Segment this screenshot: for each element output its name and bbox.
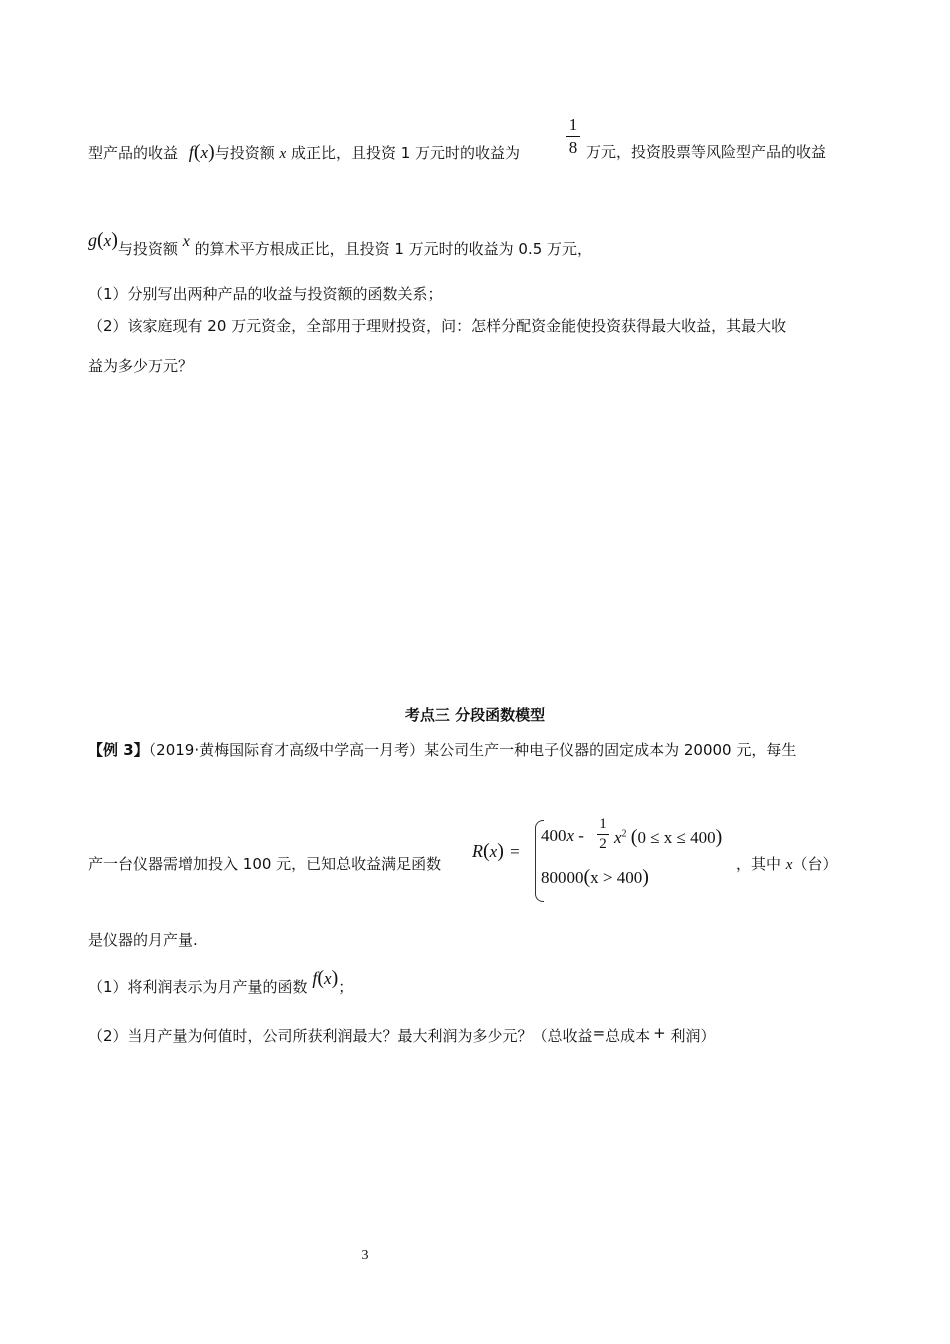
denominator: 8 <box>568 138 578 157</box>
example3-line3: 是仪器的月产量. <box>88 931 198 949</box>
text: 利润） <box>665 1027 716 1045</box>
piece-2 <box>541 866 649 889</box>
text: 万元，投资股票等风险型产品的收益 <box>586 143 827 161</box>
text: ； <box>338 978 354 996</box>
fraction-one-eighth <box>566 115 580 158</box>
text: 总成本 <box>605 1027 651 1045</box>
exponent: 2 <box>621 828 627 840</box>
constant: 80000 <box>541 868 584 887</box>
text: （2）当月产量为何值时，公司所获利润最大？最大利润为多少元？（总收益 <box>88 1027 593 1045</box>
paren-open: ( <box>193 141 201 163</box>
page-number: 3 <box>361 1248 369 1263</box>
para1-line2 <box>88 229 593 258</box>
example3-line1 <box>88 740 796 760</box>
paren-open: ( <box>317 967 325 989</box>
example3-line2 <box>88 854 441 874</box>
plus-sign: + <box>653 1024 666 1042</box>
text: ，其中 <box>736 855 782 873</box>
x-symbol: x <box>785 857 793 873</box>
section-heading: 考点三 分段函数模型 <box>404 706 546 724</box>
para1-line1 <box>88 142 520 164</box>
x-symbol: x <box>103 231 112 250</box>
text: 成正比，且投资 1 万元时的收益为 <box>290 144 521 162</box>
R-symbol: R <box>472 841 483 861</box>
question-2-line2: 益为多少万元？ <box>88 357 194 375</box>
para1-line1-suffix <box>586 142 826 162</box>
x-symbol: x <box>489 842 498 861</box>
f-symbol: f <box>312 968 318 988</box>
text: 的算术平方根成正比，且投资 1 万元时的收益为 0.5 万元， <box>194 240 593 258</box>
unit: （台） <box>792 855 838 873</box>
paren-close: ) <box>111 229 118 251</box>
g-symbol: g <box>88 230 97 250</box>
paren-close: ) <box>642 866 649 888</box>
paren-open: ( <box>583 866 591 888</box>
paren-close: ) <box>715 826 723 848</box>
paren-close: ) <box>331 967 339 989</box>
example3-question-2 <box>88 1026 716 1046</box>
text: （1）将利润表示为月产量的函数 <box>88 978 308 996</box>
x-symbol: x <box>566 826 575 845</box>
paren-open: ( <box>630 826 638 848</box>
question-1: （1）分别写出两种产品的收益与投资额的函数关系； <box>88 285 443 303</box>
piece-1-cont <box>614 826 722 849</box>
minus-sign: - <box>578 826 584 845</box>
paren-open: ( <box>483 840 490 862</box>
example-tag: 【例 3】 <box>88 741 149 759</box>
x-symbol: x <box>182 233 190 250</box>
x-symbol: x <box>324 969 332 988</box>
denominator: 2 <box>599 836 607 852</box>
f-symbol: f <box>188 142 194 162</box>
question-2-line1: （2）该家庭现有 20 万元资金，全部用于理财投资，问：怎样分配资金能使投资获得最大收益，其最大收 <box>88 317 787 335</box>
numerator: 1 <box>568 115 578 134</box>
paren-open: ( <box>97 229 104 251</box>
equals-sign: = <box>510 842 520 861</box>
paren-close: ) <box>497 840 504 862</box>
text: 型产品的收益 <box>88 144 179 162</box>
condition: 0 ≤ x ≤ 400 <box>637 828 716 847</box>
coefficient: 400 <box>541 826 567 845</box>
R-function-label <box>472 840 520 863</box>
text: （2019·黄梅国际育才高级中学高一月考）某公司生产一种电子仪器的固定成本为 20000 元，每生 <box>148 741 797 759</box>
condition: x > 400 <box>590 868 643 887</box>
text: 产一台仪器需增加投入 100 元，已知总收益满足函数 <box>88 855 442 873</box>
text: 与投资额 <box>117 240 178 258</box>
example3-line2-suffix <box>736 854 837 875</box>
fraction-bar <box>597 834 609 835</box>
x-symbol: x <box>279 146 287 162</box>
text: 与投资额 <box>214 144 275 162</box>
piece-1 <box>541 826 584 846</box>
fraction-one-half <box>597 816 609 853</box>
fraction-bar <box>566 136 580 137</box>
paren-close: ) <box>208 141 215 163</box>
x-symbol: x <box>614 828 622 847</box>
equals-sign: = <box>592 1024 606 1042</box>
x-symbol: x <box>200 143 209 162</box>
numerator: 1 <box>599 816 607 832</box>
example3-question-1 <box>88 967 354 996</box>
